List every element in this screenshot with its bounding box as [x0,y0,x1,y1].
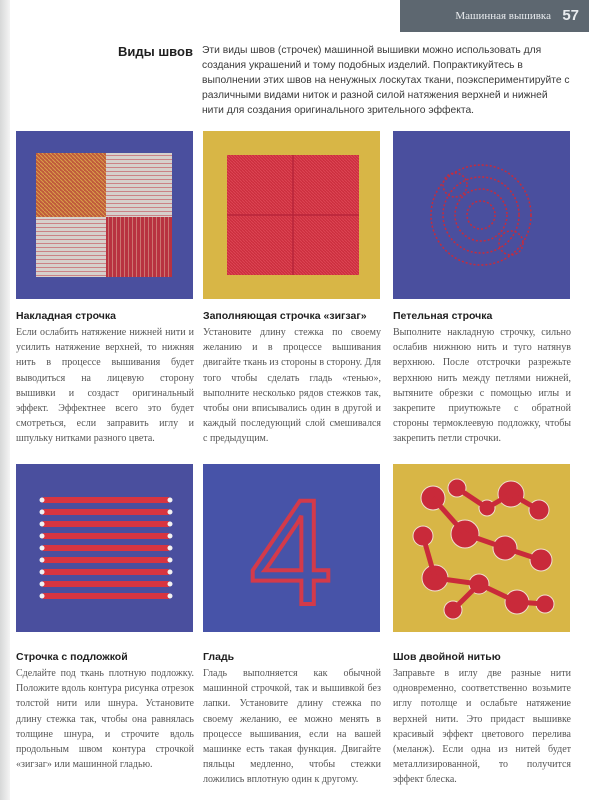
photo-cord-stitch [16,464,193,632]
caption-satin-stitch: Гладь [203,651,235,663]
overlay-stitch-illustration [16,131,193,299]
cord-stitch-illustration [16,464,193,632]
text-overlay-stitch: Если ослабить натяжение нижней нити и усилить натяжение верхней, то нижняя нить в процессе вышивания будет выводиться на лицевую сторону вышивки и создаст оригинальный эффект. Эффектнее всего это будет смотреться, если заправить иглу и шпульку нитками разного цвета. [16,327,194,445]
photo-zigzag-fill [203,131,380,299]
zigzag-fill-illustration [203,131,380,299]
satin-stitch-illustration [203,464,380,632]
page-number: 57 [562,7,579,24]
text-cord-stitch: Сделайте под ткань плотную подложку. Положите вдоль контура рисунка отрезок толстой нити или шнура. Установите длину стежка так, чтобы она равнялась толщине шнура, и строчите вдоль продольным швом контура строчкой «зигзаг» или машинной гладью. [16,668,194,771]
text-zigzag-fill: Установите длину стежка по своему желанию и в процессе вышивания двигайте ткань из стороны в сторону. Для того чтобы сделать гладь «тенью», выполните несколько рядов стежков так, чтобы они вписывались один в другой и каждый последующий слой смешивался с предыдущим. [203,327,381,445]
caption-double-thread: Шов двойной нитью [393,651,501,663]
double-thread-illustration [393,464,570,632]
caption-zigzag-fill: Заполняющая строчка «зигзаг» [203,310,367,322]
photo-overlay-stitch [16,131,193,299]
text-loop-stitch: Выполните накладную строчку, сильно ослабив нижнюю нить и туго натянув верхнюю. После отстрочки разрежьте верхнюю нить между петлями нижней, вытяните обрезки с помощью иглы и закрепите приутюжьте с обратной стороны термоклеевую подложку, чтобы закрепить петли строчки. [393,327,571,445]
photo-loop-stitch [393,131,570,299]
numeral-four: 4 [249,468,333,632]
section-title: Машинная вышивка [455,10,551,22]
page-title: Виды швов [118,44,193,59]
caption-loop-stitch: Петельная строчка [393,310,493,322]
text-satin-stitch: Гладь выполняется как обычной машинной строчкой, так и вышивкой без лапки. Установите длину стежка по своему желанию, ее можно менять в процессе вышивания, если на вашей машинке есть такая функция. Двигайте пяльцы медленно, чтобы стежки ложились вплотную один к другому. [203,668,381,786]
intro-paragraph: Эти виды швов (строчек) машинной вышивки можно использовать для создания украшений и тому подобных изделий. Попрактикуйтесь в выполнении этих швов на ненужных лоскутах ткани, поэкспериментируйте с различными видами ниток и разной силой натяжения верхней и нижней нити для создания оригинального зрительного эффекта. [202,45,570,116]
book-spine-shadow [0,0,10,800]
photo-double-thread [393,464,570,632]
page-header [400,0,589,32]
caption-cord-stitch: Строчка с подложкой [16,651,128,663]
text-double-thread: Заправьте в иглу две разные нити одновременно, соответственно возьмите иглу потолще и ослабьте натяжение верхней нити. Это придаст вышивке красивый эффект цветового перелива (меланж). Если одна из нитей будет металлизированной, то получится эффект блеска. [393,668,571,786]
loop-stitch-illustration [393,131,570,299]
photo-satin-stitch [203,464,380,632]
caption-overlay-stitch: Накладная строчка [16,310,116,322]
